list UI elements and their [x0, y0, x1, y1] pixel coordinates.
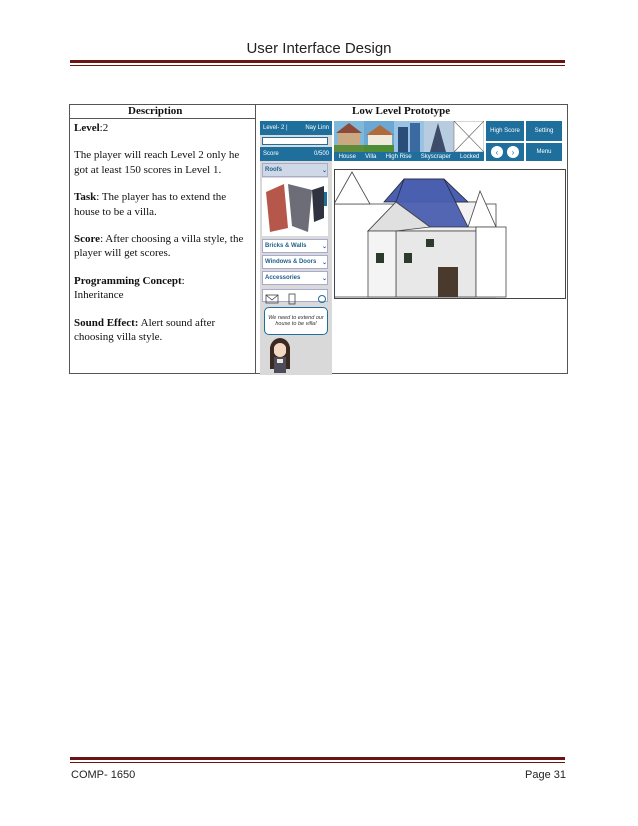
table-row-divider — [70, 118, 255, 119]
footer-rule-thin — [70, 762, 565, 763]
table-column-divider — [255, 105, 256, 373]
concept-colon: : — [181, 274, 185, 287]
page-header-title: User Interface Design — [246, 40, 392, 57]
sound-label: Sound Effect: — [74, 316, 139, 329]
progress-bar — [262, 137, 328, 145]
description-header: Description — [128, 105, 183, 117]
windows-doors-label: Windows & Doors — [265, 259, 317, 265]
score-label: Score — [74, 233, 101, 246]
prev-arrow-icon[interactable]: ‹ — [491, 146, 503, 158]
header-rule-thin — [70, 65, 565, 66]
roofs-label: Roofs — [265, 167, 282, 173]
roof-tiles-icon — [262, 178, 328, 236]
low-level-prototype — [260, 121, 566, 375]
footer-page-number: Page 31 — [525, 769, 566, 781]
bricks-walls-label: Bricks & Walls — [265, 243, 307, 249]
next-arrow-icon[interactable]: › — [507, 146, 519, 158]
sound-text: Alert sound after choosing villa style. — [74, 316, 216, 344]
level-label: Level — [74, 122, 100, 134]
player-name: Nay Linn — [305, 125, 329, 131]
accessories-options[interactable] — [262, 289, 328, 302]
accessories-tab[interactable] — [262, 271, 328, 285]
description-table — [69, 104, 568, 374]
chevron-down-icon: ⌄ — [321, 275, 327, 282]
thumb-label-locked[interactable]: Locked — [460, 153, 480, 160]
chevron-down-icon: ⌄ — [321, 243, 327, 250]
windows-doors-tab[interactable] — [262, 255, 328, 269]
score-text: : After choosing a villa style, the player will get scores. — [74, 233, 244, 260]
chevron-down-icon: ⌄ — [321, 259, 327, 266]
score-bar — [260, 147, 332, 161]
chevron-down-icon: ⌄ — [321, 167, 327, 174]
building-thumbnails[interactable] — [334, 121, 484, 152]
score-value: 0/500 — [313, 151, 329, 157]
task-text: : The player has to extend the house to be a villa. — [74, 191, 227, 218]
prototype-header: Low Level Prototype — [352, 105, 451, 117]
level-bar — [260, 121, 332, 135]
score-label-proto: Score — [263, 151, 279, 157]
task-label: Task — [74, 191, 97, 204]
thumbnail-labels — [334, 152, 484, 161]
concept-label: Programming Concept — [74, 274, 182, 287]
thumb-label-high-rise[interactable]: High Rise — [385, 153, 412, 160]
menu-button[interactable]: Menu — [526, 143, 562, 161]
level-text: The player will reach Level 2 only he got at least 150 scores in Level 1. — [74, 149, 240, 176]
footer-course-code: COMP- 1650 — [71, 769, 136, 781]
setting-button[interactable]: Setting — [526, 121, 562, 141]
mail-lamp-icons — [263, 293, 329, 305]
roofs-tab[interactable] — [262, 163, 328, 177]
bricks-walls-tab[interactable] — [262, 239, 328, 253]
high-score-button[interactable]: High Score — [486, 121, 524, 141]
thumb-label-villa[interactable]: Villa — [365, 153, 377, 160]
level-box: Level- 2 | — [263, 125, 288, 131]
footer-rule — [70, 757, 565, 760]
concept-value: Inheritance — [74, 289, 124, 302]
prototype-side-panel — [260, 121, 332, 375]
header-rule — [70, 60, 565, 63]
description-text — [74, 121, 252, 357]
accessories-label: Accessories — [265, 275, 301, 281]
level-value: :2 — [99, 122, 109, 134]
thumb-label-skyscraper[interactable]: Skyscraper — [420, 153, 451, 160]
character-speech-bubble: We need to extend our house to be villa! — [264, 307, 328, 335]
thumb-label-house[interactable]: House — [338, 153, 356, 160]
nav-arrows — [486, 143, 524, 161]
character-avatar-icon — [264, 337, 300, 375]
drawing-frame — [334, 169, 566, 299]
roof-options[interactable] — [262, 178, 328, 236]
